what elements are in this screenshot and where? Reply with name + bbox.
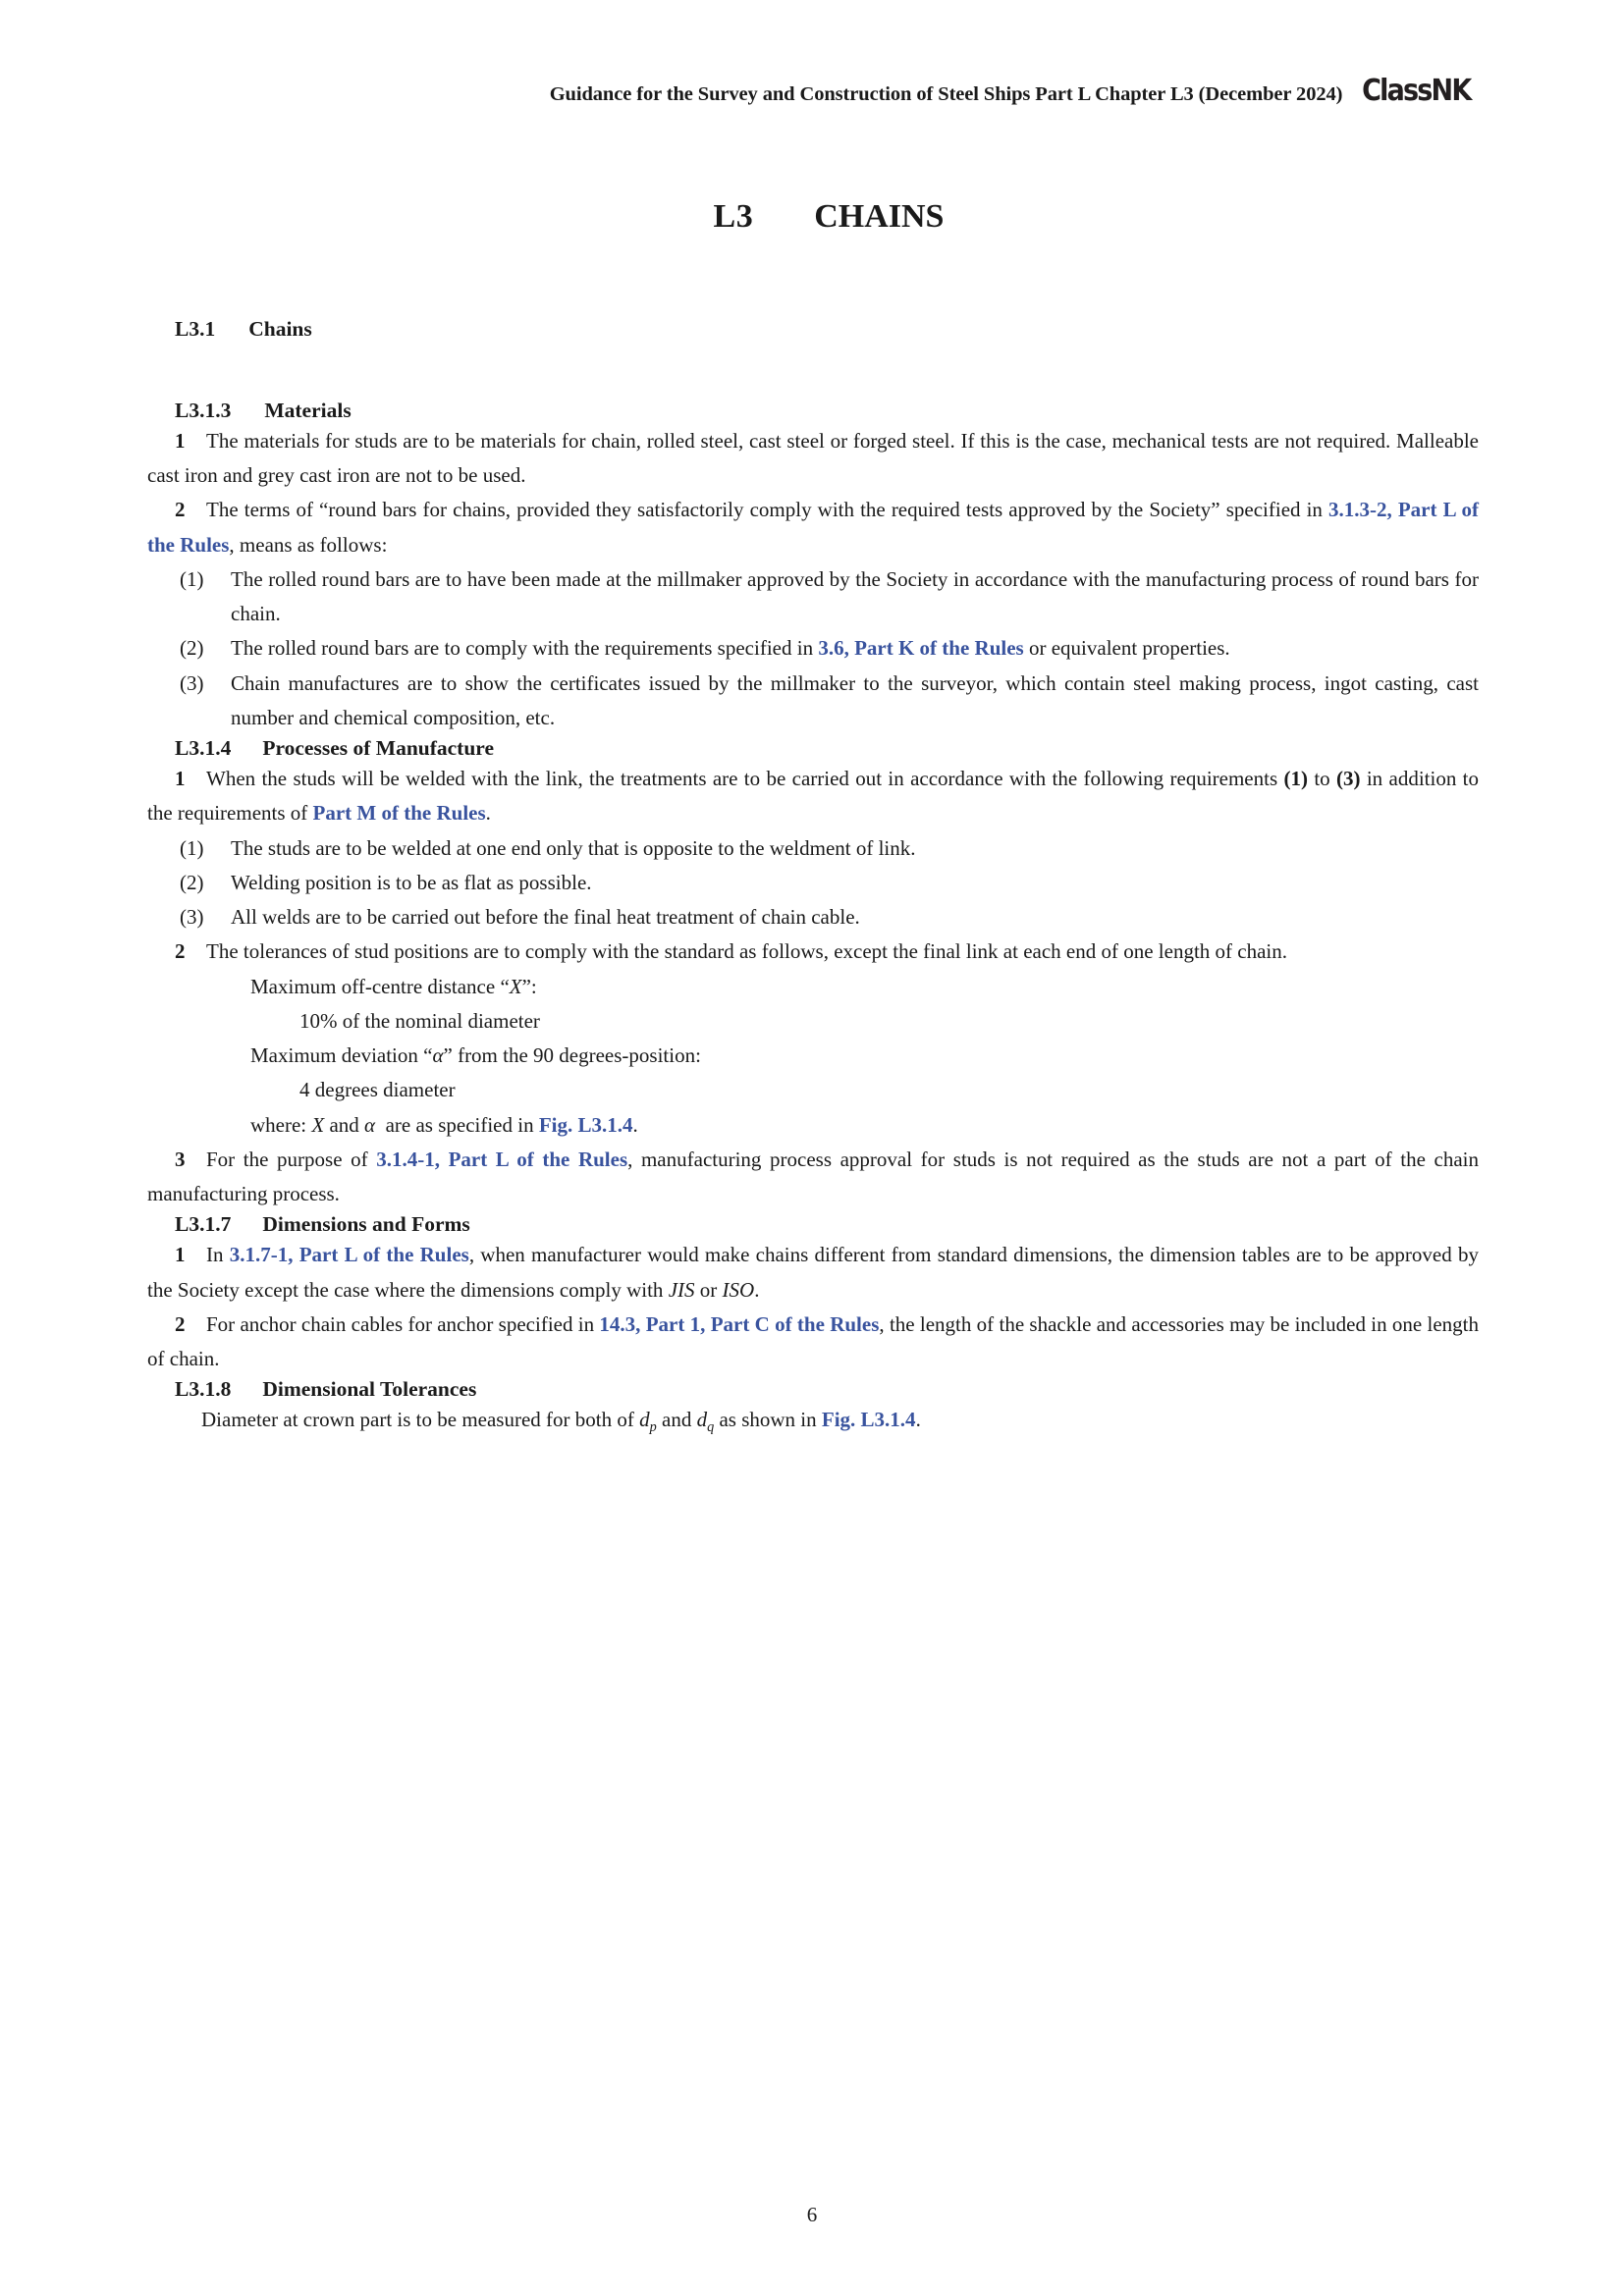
paragraph-text-before: The terms of “round bars for chains, provided they satisfactorily comply with the required tests approved by the Society” specified in <box>206 498 1329 522</box>
paragraph-text-before: For the purpose of <box>206 1147 377 1171</box>
list-item-text: The rolled round bars are to have been made at the millmaker approved by the Society in accordance with the manufacturing process of round bars for chain. <box>231 566 1479 626</box>
paragraph-text-mid: , when manufacturer would make chains different from standard dimensions, the dimension tables are to be approved by the Society except the case where the dimensions comply with <box>147 1243 1479 1302</box>
inline-ref-1: (1) <box>1283 767 1308 791</box>
list-item-text-before: The rolled round bars are to comply with the requirements specified in <box>231 636 819 661</box>
materials-sublist <box>147 562 1479 735</box>
tolerance-label-before: Maximum off-centre distance “ <box>250 974 510 998</box>
where-line <box>250 1108 1479 1143</box>
where-suffix: . <box>632 1112 638 1137</box>
paragraph-processes-2 <box>147 934 1479 969</box>
paragraph-processes-3 <box>147 1143 1479 1212</box>
tolerance-line-1 <box>250 970 1479 1004</box>
where-prefix: where: <box>250 1112 312 1137</box>
section-number-l3-1-3: L3.1.3 <box>175 398 232 422</box>
symbol-alpha: α <box>364 1112 376 1137</box>
symbol-dq-base: d <box>696 1408 708 1432</box>
paragraph-text-before: When the studs will be welded with the link, the treatments are to be carried out in accordance with the following requirements <box>206 767 1284 791</box>
paragraph-number: 1 <box>175 1243 186 1267</box>
section-heading-l3-1-8 <box>175 1376 1479 1403</box>
symbol-dq-subscript: q <box>707 1419 715 1436</box>
section-name-l3-1: Chains <box>248 317 312 341</box>
list-marker: (3) <box>180 905 204 930</box>
symbol-dp <box>639 1408 657 1436</box>
paragraph-materials-2 <box>147 493 1479 562</box>
section-heading-l3-1-3 <box>175 398 1479 424</box>
chapter-title-name: CHAINS <box>814 197 945 235</box>
list-marker: (1) <box>180 566 204 591</box>
symbol-dq <box>696 1408 715 1436</box>
tolerance-text-after: . <box>915 1408 921 1432</box>
paragraph-text-mid2: in addition to the requirements of <box>147 767 1480 826</box>
paragraph-number: 1 <box>175 428 186 453</box>
list-item-text: All welds are to be carried out before the final heat treatment of chain cable. <box>231 905 860 930</box>
list-item-text-after: or equivalent properties. <box>1023 636 1230 661</box>
tolerance-block <box>147 970 1479 1143</box>
paragraph-dimensions-1 <box>147 1238 1479 1308</box>
figure-reference-link[interactable]: Fig. L3.1.4 <box>538 1112 633 1137</box>
list-item <box>147 667 1479 736</box>
document-body <box>147 316 1479 1440</box>
rule-reference-link[interactable]: 3.1.4-1, Part L of the Rules <box>376 1147 628 1171</box>
chapter-title-number: L3 <box>713 197 754 235</box>
list-item-text: Chain manufactures are to show the certificates issued by the millmaker to the surveyor, which contain steel making process, ingot casting, cast number and chemical composition, etc. <box>231 670 1479 729</box>
section-name-l3-1-8: Dimensional Tolerances <box>262 1377 477 1402</box>
section-heading-l3-1-7 <box>175 1211 1479 1238</box>
tolerance-label-after: ” from the 90 degrees-position: <box>443 1043 701 1068</box>
tolerance-label-after: ”: <box>521 974 537 998</box>
page-number: 6 <box>806 2203 818 2226</box>
list-item <box>147 900 1479 934</box>
paragraph-number: 2 <box>175 939 186 964</box>
tolerance-text-before: Diameter at crown part is to be measured for both of <box>201 1408 640 1432</box>
symbol-alpha: α <box>432 1043 444 1068</box>
paragraph-text-after: . <box>485 801 491 826</box>
section-heading-l3-1-4 <box>175 735 1479 762</box>
paragraph-materials-1 <box>147 424 1479 494</box>
paragraph-text-after: , means as follows: <box>229 532 388 557</box>
section-heading-l3-1 <box>175 316 1479 343</box>
section-number-l3-1-4: L3.1.4 <box>175 736 232 761</box>
paragraph-number: 1 <box>175 767 186 791</box>
paragraph-text-after: , manufacturing process approval for studs is not required as the studs are not a part of the chain manufacturing process. <box>147 1147 1479 1206</box>
paragraph-text-before: For anchor chain cables for anchor specified in <box>206 1311 600 1336</box>
list-marker: (2) <box>180 870 204 894</box>
tolerance-value-2: 4 degrees diameter <box>299 1078 456 1102</box>
section-name-l3-1-4: Processes of Manufacture <box>262 736 494 761</box>
paragraph-text-before: In <box>206 1243 230 1267</box>
list-item <box>147 831 1479 866</box>
section-number-l3-1-7: L3.1.7 <box>175 1212 232 1237</box>
paragraph-processes-1 <box>147 762 1479 831</box>
rule-reference-link[interactable]: 3.6, Part K of the Rules <box>818 636 1024 661</box>
where-mid: and <box>324 1112 365 1137</box>
chapter-title <box>0 157 1624 277</box>
classnk-logo: ClassNK <box>1362 74 1471 108</box>
tolerance-text-mid: and <box>656 1408 697 1432</box>
tolerance-line-2 <box>250 1039 1479 1073</box>
tolerance-label-before: Maximum deviation “ <box>250 1043 433 1068</box>
section-name-l3-1-7: Dimensions and Forms <box>262 1212 470 1237</box>
symbol-x: X <box>509 974 522 998</box>
section-name-l3-1-3: Materials <box>264 398 352 422</box>
paragraph-number: 2 <box>175 1311 186 1336</box>
list-marker: (3) <box>180 670 204 695</box>
paragraph-number: 3 <box>175 1147 186 1171</box>
list-item-text: The studs are to be welded at one end only that is opposite to the weldment of link. <box>231 835 916 860</box>
symbol-x: X <box>311 1112 325 1137</box>
standard-jis: JIS <box>668 1277 695 1302</box>
section-number-l3-1: L3.1 <box>175 317 216 341</box>
list-item <box>147 562 1479 632</box>
inline-ref-3: (3) <box>1336 767 1361 791</box>
paragraph-number: 2 <box>175 498 186 522</box>
paragraph-tolerances-1 <box>201 1403 1479 1440</box>
paragraph-text-after: , the length of the shackle and accessories may be included in one length of chain. <box>147 1311 1480 1371</box>
where-mid-2: are as specified in <box>375 1112 539 1137</box>
list-item-text: Welding position is to be as flat as possible. <box>231 870 592 894</box>
list-item <box>147 866 1479 900</box>
running-header <box>147 74 1477 108</box>
symbol-dp-subscript: p <box>649 1419 657 1436</box>
section-number-l3-1-8: L3.1.8 <box>175 1377 232 1402</box>
tolerance-value-1: 10% of the nominal diameter <box>299 1008 540 1033</box>
paragraph-text-mid2: or <box>694 1277 723 1302</box>
processes-sublist <box>147 831 1479 935</box>
paragraph-text-mid: to <box>1307 767 1336 791</box>
list-marker: (2) <box>180 636 204 661</box>
list-marker: (1) <box>180 835 204 860</box>
rule-reference-link[interactable]: 3.1.3-2, Part L of the Rules <box>147 498 1479 557</box>
standard-iso: ISO <box>722 1277 755 1302</box>
rule-reference-link[interactable]: 3.1.7-1, Part L of the Rules <box>229 1243 469 1267</box>
paragraph-text: The tolerances of stud positions are to comply with the standard as follows, except the final link at each end of one length of chain. <box>206 939 1288 964</box>
figure-reference-link[interactable]: Fig. L3.1.4 <box>821 1408 916 1432</box>
symbol-dp-base: d <box>639 1408 650 1432</box>
paragraph-text-after: . <box>754 1277 760 1302</box>
rule-reference-link[interactable]: Part M of the Rules <box>312 801 486 826</box>
list-item <box>147 631 1479 666</box>
rule-reference-link[interactable]: 14.3, Part 1, Part C of the Rules <box>599 1311 880 1336</box>
running-header-text: Guidance for the Survey and Construction of Steel Ships Part L Chapter L3 (December 2024) <box>549 83 1343 105</box>
tolerance-text-mid-2: as shown in <box>714 1408 822 1432</box>
paragraph-text: The materials for studs are to be materials for chain, rolled steel, cast steel or forged steel. If this is the case, mechanical tests are not required. Malleable cast iron and grey cast iron are not to be used. <box>147 428 1479 488</box>
paragraph-dimensions-2 <box>147 1308 1479 1377</box>
